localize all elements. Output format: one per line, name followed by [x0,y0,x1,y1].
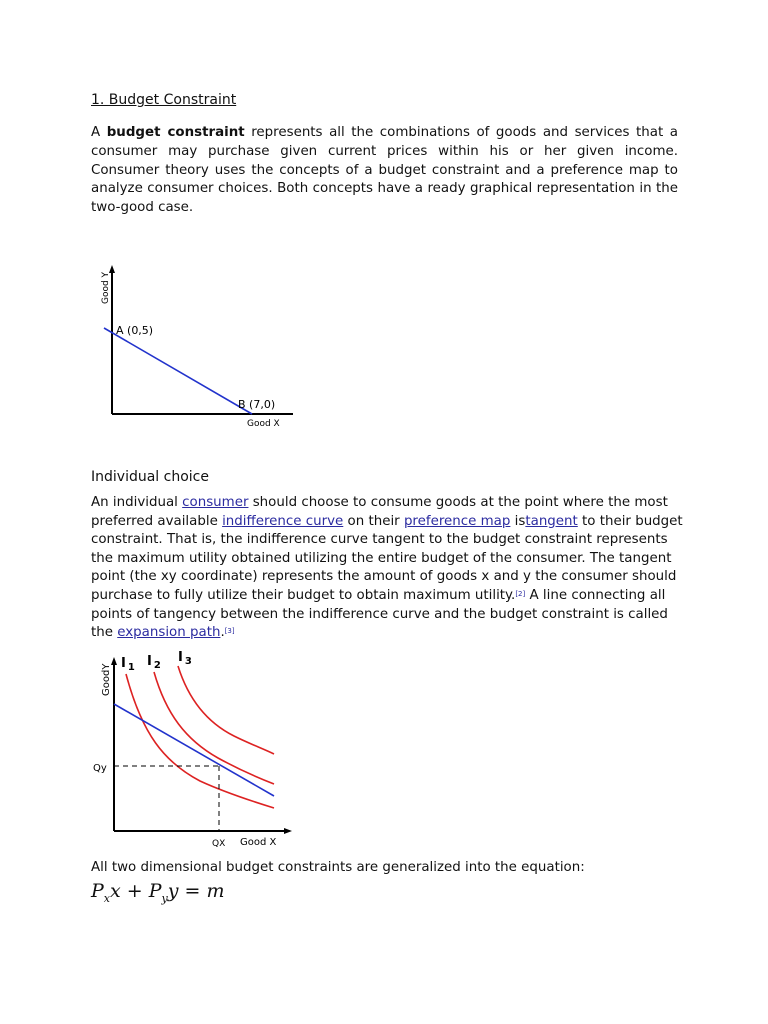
link-expansion-path[interactable]: expansion path [117,625,221,641]
intro-rest: represents all the combinations of goods and services that a consumer may purchase given current prices within his or her given income. Consumer theory uses the concepts of a budget constraint and a preference map to analyze consumer choices. Both concepts have a ready graphical representation in the two-good case. [91,125,679,216]
individual-choice-paragraph [91,494,691,643]
section-title-individual-choice: Individual choice [91,469,209,485]
equation-intro-text: All two dimensional budget constraints are generalized into the equation: [91,860,585,875]
budget-line-figure [95,262,295,432]
link-consumer[interactable]: consumer [182,495,249,510]
y-axis-arrow [109,265,115,273]
link-indifference-curve[interactable]: indifference curve [222,513,344,529]
reference-2[interactable]: [2] [515,589,526,598]
ic-text-2: should choose to consume goods at the point where the most preferred available [91,495,668,529]
indifference-curve-i1 [126,674,274,808]
budget-line [114,704,274,796]
fig2-y-label: GoodY [101,663,112,696]
budget-equation: $P_xx + P_yy = m$ [91,880,225,905]
ic-text-5: to their budget constraint. That is, the indifference curve tangent to the budget constraint represents the maximum utility obtained utilizing the entire budget of the consumer. The tangent point (the xy coordinate) represents the amount of goods x and y the consumer should purchase to fully utilize their budget to obtain maximum utility. [91,513,683,603]
ic-text-1: An individual [91,495,183,510]
ic-text-6: A line connecting all points of tangency between the indifference curve and the budget constraint is called the [91,587,668,641]
fig2-x-label: Good X [240,837,277,848]
i1-label: I $_1$ [121,656,135,673]
ic-text-3: on their [343,513,404,529]
reference-3[interactable]: [3] [224,627,235,636]
intro-lead: A [91,125,107,140]
budget-line [104,328,252,414]
indifference-curve-figure [88,650,298,850]
i2-label: I $_2$ [147,654,161,671]
point-a-label: A (0,5) [116,324,154,337]
link-tangent[interactable]: tangent [525,513,578,529]
section-title-budget-constraint: 1. Budget Constraint [91,92,237,108]
indifference-curve-i3 [178,666,274,754]
point-b-label: B (7,0) [238,398,276,411]
ic-text-4: is [510,513,526,529]
qy-label: Qy [93,763,107,774]
intro-bold-term: budget constraint [106,125,245,140]
i3-label: I $_3$ [178,650,192,667]
link-preference-map[interactable]: preference map [403,513,511,529]
ic-text-7: . [220,625,225,641]
qx-label: QX [212,839,226,849]
x-axis-arrow [284,828,292,834]
indifference-curve-i2 [154,672,274,784]
budget-constraint-paragraph [91,124,678,218]
fig1-y-label: Good Y [101,271,111,304]
fig1-x-label: Good X [247,419,280,429]
